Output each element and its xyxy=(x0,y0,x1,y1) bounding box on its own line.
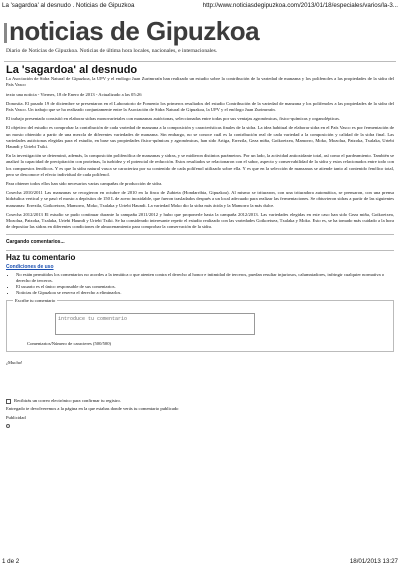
article-paragraph: Cosecha 2010/2011 Las manzanas se recogieron en octubre de 2010 en la finca de Zubieta (Hondarribia, Gipuzkoa). Al mismo se trituraron, con una trituradora automática, se prensaron, con una prensa hidráulica vertical y se pasó el mosto a depósitos de 150 L de acero inoxidable, que fueron trasladados después a un local adecuado para realizar las fermentaciones. Se obtuvieron sidras a partir de las siguientes manzanas: Errezila, Goikoetxea, Mamorro, Moko, Txalaka y Urtebi Haundi. La variedad Moko dio la sidra más ácida y la Mamorro la más dulce. xyxy=(6,190,394,208)
masthead xyxy=(4,14,396,62)
radio-group xyxy=(6,423,394,429)
publicidad-label: Publicidad xyxy=(6,414,26,420)
divider xyxy=(6,250,394,251)
page xyxy=(4,14,396,433)
list-item: • No están permitidos los comentarios no acordes a la temática o que atenten contra el derecho al honor e intimidad de terceros, puedan resultar injuriosos, calumniadores, infringir cualquier normativa o derecho de terceros. xyxy=(16,272,394,284)
article-lead: La Asociación de Sidra Natural de Gipuzkoa, la UPV y el enólogo Juan Zurimrraín han realizado un estudio sobre la contribución de la variedad de manzana y los polifenoles a las propiedades de la sidra del País Vasco xyxy=(6,76,394,88)
print-footer xyxy=(0,556,400,566)
site-tagline: Diario de Noticias de Gipuzkoa. Noticias de última hora locales, nacionales, e internacionales. xyxy=(6,48,218,54)
article-title: La 'sagardoa' al desnudo xyxy=(6,64,138,76)
char-counter: Comentarios/Número de caracteres (500/500) xyxy=(27,341,112,347)
alias-label: ¿Mucho! xyxy=(6,360,23,366)
radio-option[interactable] xyxy=(6,424,10,428)
comment-input[interactable] xyxy=(55,313,255,335)
notify-label: Recibirás un correo electrónico para confirmar tu registro. xyxy=(14,398,121,404)
page-number: 1 de 2 xyxy=(2,558,20,565)
spacer xyxy=(6,368,394,392)
article-paragraph: En la investigación se determinó, además, la composición polifenólica de manzanas y sidras, y se midieron distintos parámetros. Por un lado, la actividad antioxidante total, así como el pardeamiento. También se analizó la capacidad de precipitación con proteínas, la turbidez y el potencial de reducción. Estos resultados se relacionaron con el sabor, aspecto y conservabilidad de la sidra y estos relacionados entre todo con los compuestos fenólicos. Y es que la sidra natural vasca se caracteriza por su contenido de cada polifenol utilizado sobre ella. Y es que en la selección de manzanas se atiende tanto al contenido fenólico total, pero se desconoce el efecto individual de cada polifenol. xyxy=(6,153,394,177)
conditions-list xyxy=(16,272,394,296)
article-paragraph: El objetivo del estudio es comprobar la contribución de cada variedad de manzana a la composición y características finales de la sidra. La idea habitual de elaborar sidra en el País Vasco es por fermentación de un mosto obtenido a partir de una mezcla de diferentes variedades de manzana. Sin embargo, no se conoce cuál es la contribución real de cada variedad a la composición y calidad de la sidra final. Las variedades autóctonas elegidas para el estudio, en base sus propiedades físico-químicas y agronómicas, han sido Artiga, Errezila, Geza miña, Goikoetxea, Mamorro, Moko, Mozolua, Patzoka, Txalaka, Urtebi Haundi y Urtebi Txiki. xyxy=(6,125,394,150)
logo-mark-icon xyxy=(4,23,7,43)
print-header-title: La 'sagardoa' al desnudo . Noticias de Gipuzkoa xyxy=(2,2,135,9)
list-item: • Noticias de Gipuzkoa se reserva el derecho a eliminarlos. xyxy=(16,290,394,296)
article-paragraph: Para obtener todos ellos han sido necesarios varias campañas de producción de sidra. xyxy=(6,181,163,187)
divider xyxy=(6,234,394,235)
list-item: • El usuario es el único responsable de sus comentarios. xyxy=(16,284,394,290)
redirect-note: Entregado te devolveremos a la página en la que estabas donde verás tu comentario publicado xyxy=(6,406,179,412)
print-header-url[interactable]: http://www.noticiasdegipuzkoa.com/2013/01/18/especiales/varios/la-3... xyxy=(202,2,398,9)
print-header xyxy=(0,0,400,12)
comments-loading: Cargando comentarios... xyxy=(6,239,65,246)
comment-form-legend: Escribe tu comentario xyxy=(15,298,56,304)
print-timestamp: 18/01/2013 13:27 xyxy=(349,558,398,565)
article-paragraph: Cosecha 2012/2013 El estudio se pudo continuar durante la campaña 2011/2012 y hubo que proponerle hasta la campaña 2012/2013. Las variedades elegidas en este caso han sido Geza miña, Goikoetxea, Mozolua, Patzoka, Txalaka, Urtebi Haundi y Urtebi Txiki. Se ha considerado interesante repetir el estudio realizado con las variedades Goikoetxea, Txalaka y Moko. Esto es, se ha tomado más cuidado a la hora de depositar las sidras en diferentes condiciones de almacenamiento para comprobar la conservación de la sidra. xyxy=(6,211,394,230)
notify-row[interactable] xyxy=(6,398,394,404)
comment-form xyxy=(6,300,394,352)
notify-checkbox[interactable] xyxy=(6,399,11,404)
article-paragraph: El trabajo presentado consistió en elaborar sidras monovarietales con manzanas autóctonas, seleccionadas entre todas por sus ventajas agronómicas, fisico-químicas y organolépticas. xyxy=(6,116,341,122)
site-logo[interactable]: noticias de Gipuzkoa xyxy=(4,16,259,47)
article xyxy=(4,62,396,433)
conditions-link[interactable]: Condiciones de uso xyxy=(6,263,54,270)
comment-heading: Haz tu comentario xyxy=(6,252,76,262)
article-paragraph: Donostia. El pasado 19 de diciembre se presentaron en el Laboratorio de Fomento los primeros resultados del estudio Contribución de la variedad de manzana y los polifenoles a las propiedades de la sidra del País Vasco. Un trabajo que se ha realizado conjuntamente entre la Asociación de Sidra Natural de Gipuzkoa, la UPV y el enólogo Juan Zurimrraín. xyxy=(6,100,394,113)
article-byline: texto una noticia - Viernes, 18 de Enero de 2013 - Actualizado a las 05:26 xyxy=(6,91,142,97)
